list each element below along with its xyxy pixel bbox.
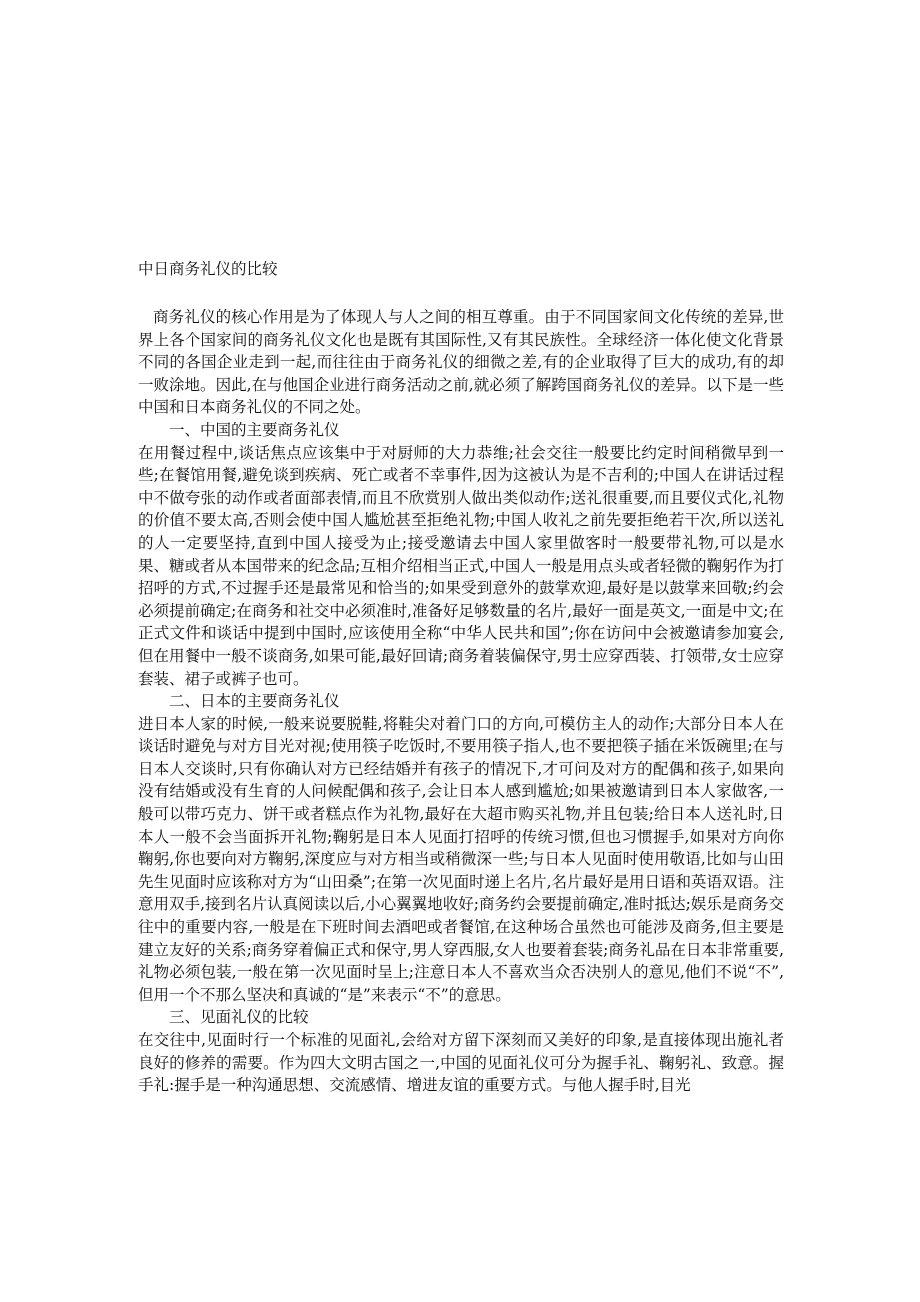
section-body-china: 在用餐过程中,谈话焦点应该集中于对厨师的大力恭维;社会交往一般要比约定时间稍微早到一些;在餐馆用餐,避免谈到疾病、死亡或者不幸事件,因为这被认为是不吉利的;中国人在讲话过程中不做夸张的动作或者面部表情,而且不欣赏别人做出类似动作;送礼很重要,而且要仪式化,礼物的价值不要太高,否则会使中国人尴尬甚至拒绝礼物;中国人收礼之前先要拒绝若干次,所以送礼的人一定要坚持,直到中国人接受为止;接受邀请去中国人家里做客时一般要带礼物,可以是水果、糖或者从本国带来的纪念品;互相介绍相当正式,中国人一般是用点头或者轻微的鞠躬作为打招呼的方式,不过握手还是最常见和恰当的;如果受到意外的鼓掌欢迎,最好是以鼓掌来回敬;约会必须提前确定;在商务和社交中必须准时,准备好足够数量的名片,最好一面是英文,一面是中文;在正式文件和谈话中提到中国时,应该使用全称“中华人民共和国”;你在访问中会被邀请参加宴会,但在用餐中一般不谈商务,如果可能,最好回请;商务着装偏保守,男士应穿西装、打领带,女士应穿套装、裙子或裤子也可。 bbox=[138, 443, 784, 688]
section-body-greeting-comparison: 在交往中,见面时行一个标准的见面礼,会给对方留下深刻而又美好的印象,是直接体现出施礼者良好的修养的需要。作为四大文明古国之一,中国的见面礼仪可分为握手礼、鞠躬礼、致意。握手礼:握手是一种沟通思想、交流感情、增进友谊的重要方式。与他人握手时,目光 bbox=[138, 1031, 784, 1095]
section-heading-china: 一、中国的主要商务礼仪 bbox=[169, 420, 340, 439]
section-heading-japan: 二、日本的主要商务礼仪 bbox=[169, 692, 340, 711]
intro-paragraph: 商务礼仪的核心作用是为了体现人与人之间的相互尊重。由于不同国家间文化传统的差异,世界上各个国家间的商务礼仪文化也是既有其国际性,又有其民族性。全球经济一体化使文化背景不同的各国企业走到一起,而往往由于商务礼仪的细微之差,有的企业取得了巨大的成功,有的却一败涂地。因此,在与他国企业进行商务活动之前,就必须了解跨国商务礼仪的差异。以下是一些中国和日本商务礼仪的不同之处。 bbox=[138, 308, 784, 417]
section-body-japan: 进日本人家的时候,一般来说要脱鞋,将鞋尖对着门口的方向,可模仿主人的动作;大部分日本人在谈话时避免与对方目光对视;使用筷子吃饭时,不要用筷子指人,也不要把筷子插在米饭碗里;在与日本人交谈时,只有你确认对方已经结婚并有孩子的情况下,才可问及对方的配偶和孩子,如果向没有结婚或没有生育的人问候配偶和孩子,会让日本人感到尴尬;如果被邀请到日本人家做客,一般可以带巧克力、饼干或者糕点作为礼物,最好在大超市购买礼物,并且包装;给日本人送礼时,日本人一般不会当面拆开礼物;鞠躬是日本人见面打招呼的传统习惯,但也习惯握手,如果对方向你鞠躬,你也要向对方鞠躬,深度应与对方相当或稍微深一些;与日本人见面时使用敬语,比如与山田先生见面时应该称对方为“山田桑”;在第一次见面时递上名片,名片最好是用日语和英语双语。注意用双手,接到名片认真阅读以后,小心翼翼地收好;商务约会要提前确定,准时抵达;娱乐是商务交往中的重要内容,一般是在下班时间去酒吧或者餐馆,在这种场合虽然也可能涉及商务,但主要是建立友好的关系;商务穿着偏正式和保守,男人穿西服,女人也要着套装;商务礼品在日本非常重要,礼物必须包装,一般在第一次见面时呈上;注意日本人不喜欢当众否决别人的意见,他们不说“不”,但用一个不那么坚决和真诚的“是”来表示“不”的意思。 bbox=[138, 714, 785, 1004]
document-title: 中日商务礼仪的比较 bbox=[138, 260, 278, 278]
section-heading-greeting-comparison: 三、见面礼仪的比较 bbox=[169, 1008, 309, 1027]
document-body bbox=[138, 306, 784, 1097]
